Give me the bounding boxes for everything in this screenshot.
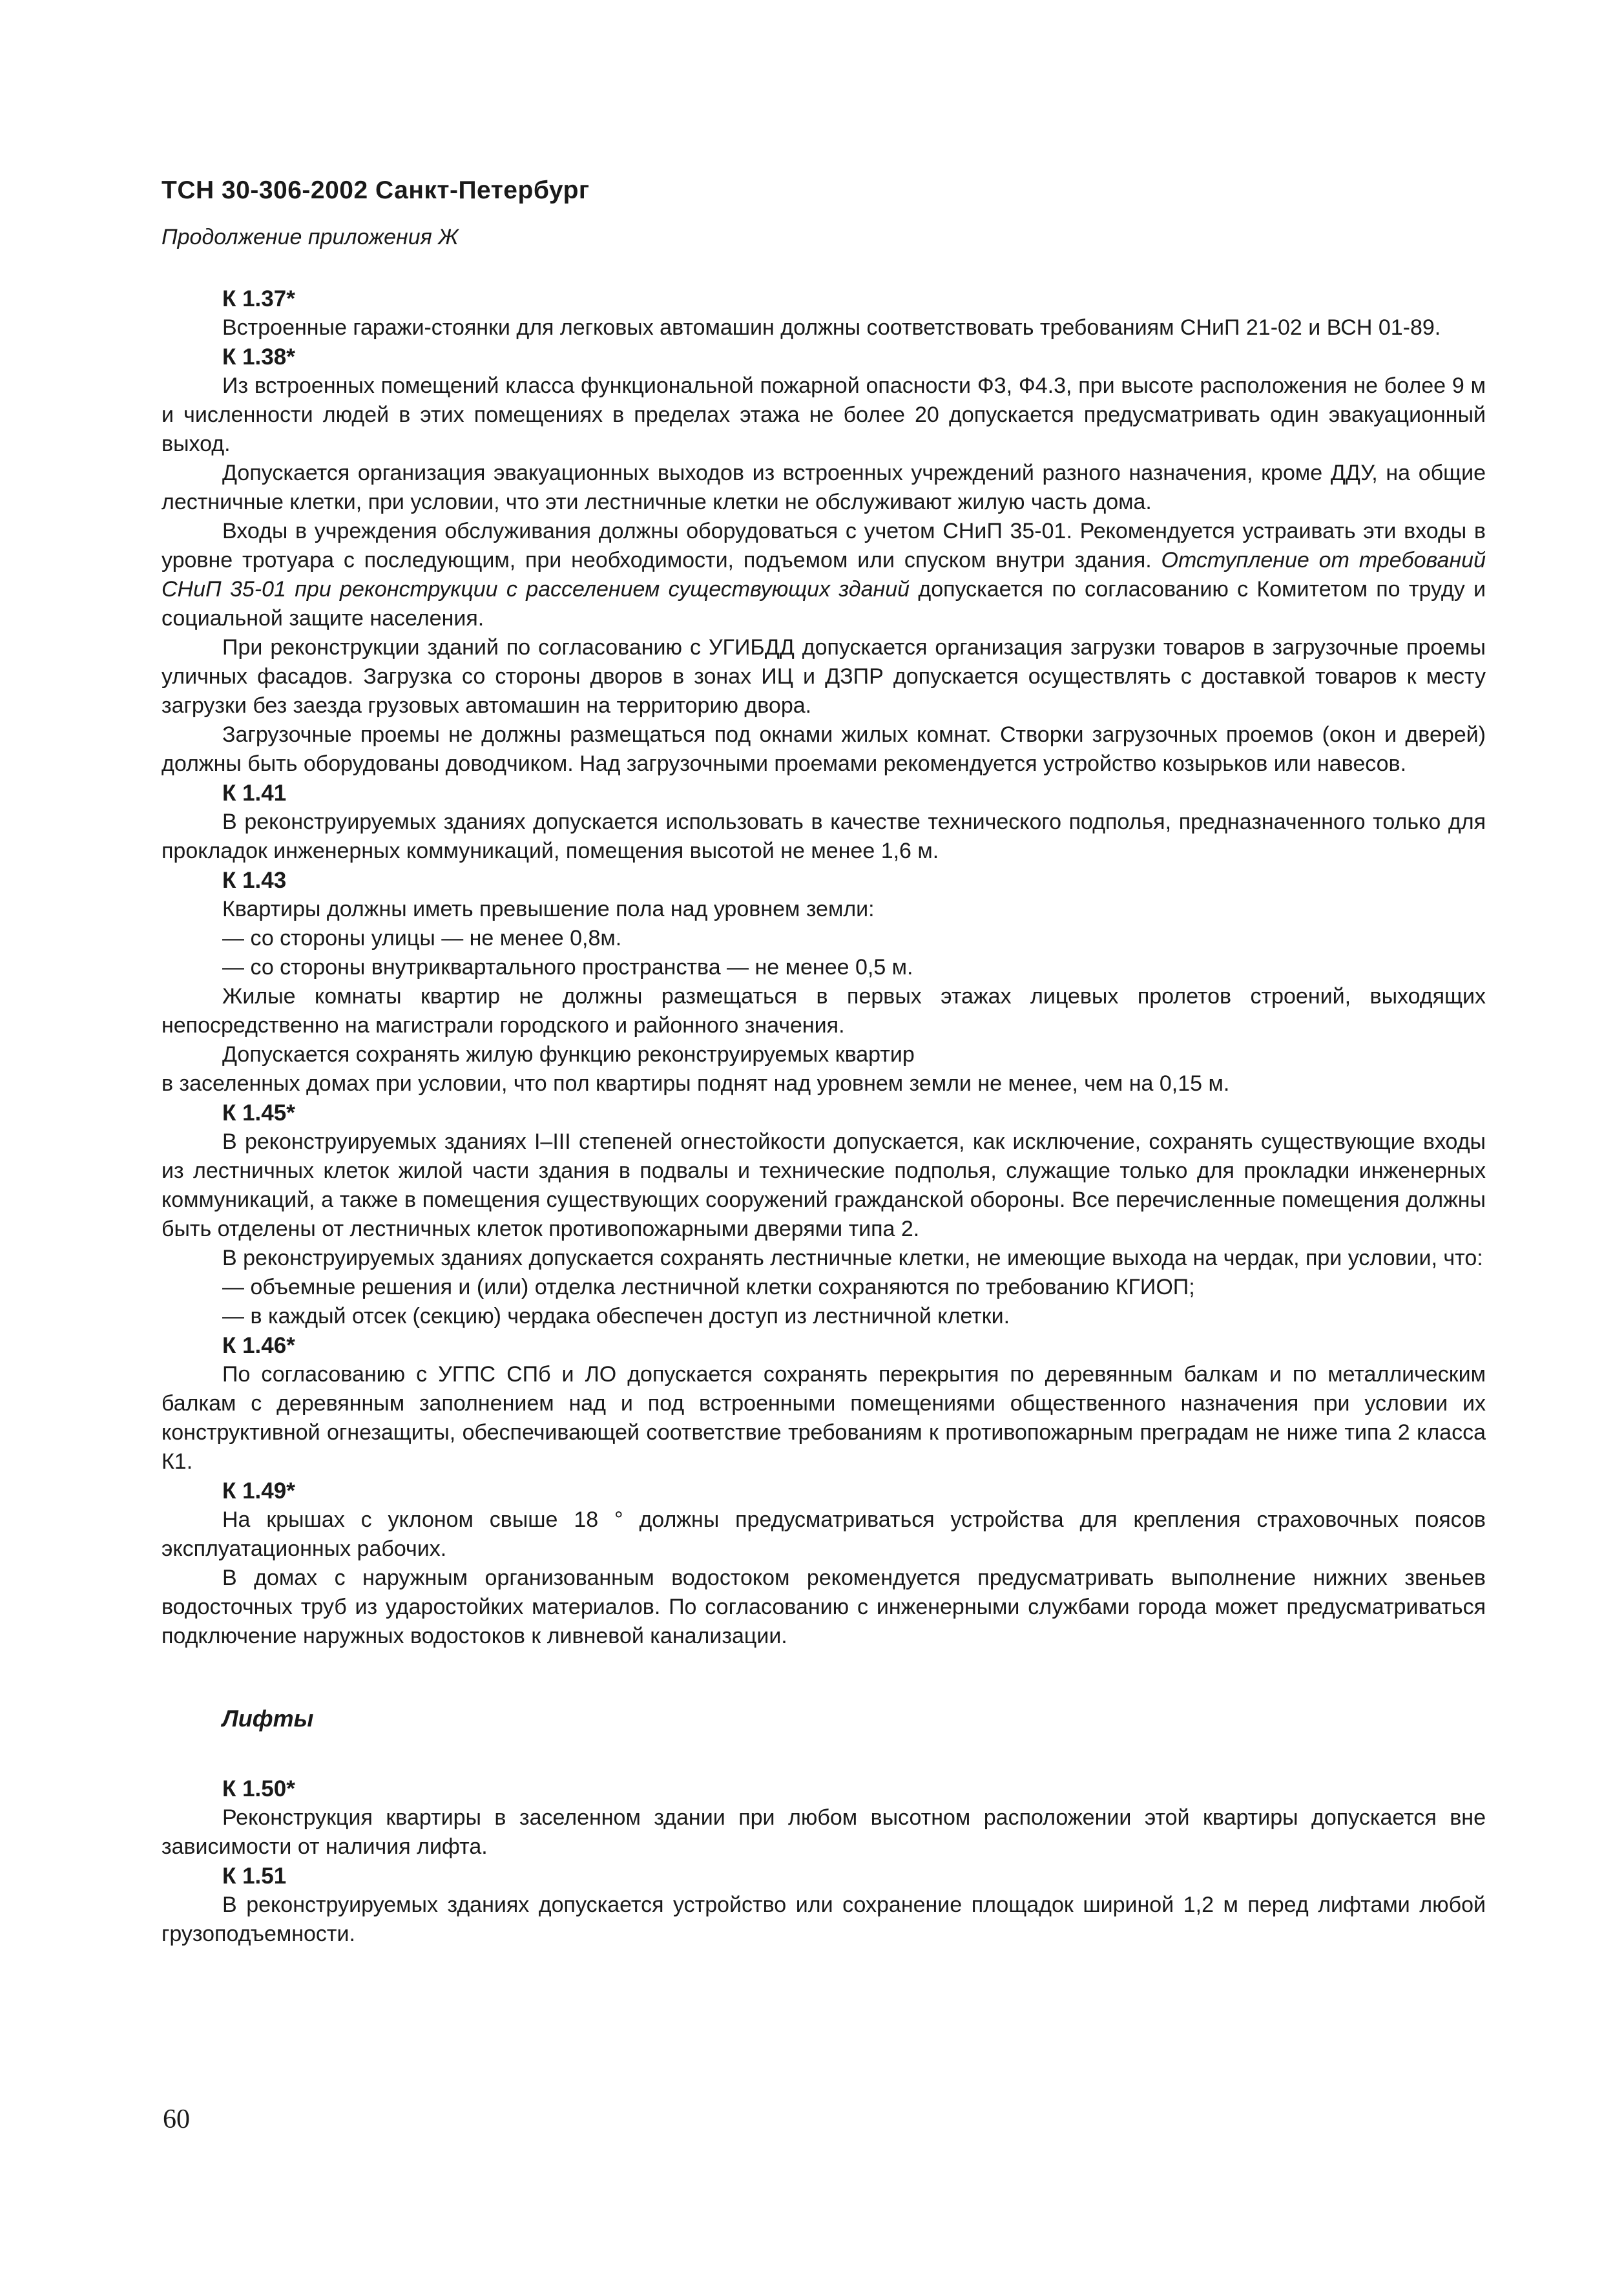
clause-k141-text: В реконструируемых зданиях допускается использовать в качестве технического подполья, предназначенного только для прокладок инженерных коммуникаций, помещения высотой не менее 1,6 м.: [161, 810, 1486, 863]
clause-k138-text-3-italic: Отступление от требований СНиП 35-01 при реконструкции с расселением существующих зданий: [161, 548, 1486, 602]
clause-k137-label: К 1.37*: [222, 286, 295, 311]
clause-k146-text: По согласованию с УГПС СПб и ЛО допускается сохранять перекрытия по деревянным балкам и по металлическим балкам с деревянным заполнением над и под встроенными помещениями общественного назначения при условии их конструктивной огнезащиты, обеспечивающей соответствие требованиям к противопожарным преградам не ниже типа 2 класса К1.: [161, 1362, 1486, 1474]
clause-k143-label: К 1.43: [222, 868, 287, 893]
clause-k138-text-5: Загрузочные проемы не должны размещаться под окнами жилых комнат. Створки загрузочных проемов (окон и дверей) должны быть оборудованы доводчиком. Над загрузочными проемами рекомендуется устройство козырьков или навесов.: [161, 722, 1486, 776]
clause-k138-text-4: При реконструкции зданий по согласованию с УГИБДД допускается организация загрузки товаров в загрузочные проемы уличных фасадов. Загрузка со стороны дворов в зонах ИЦ и ДЗПР допускается осуществлять с доставкой товаров к месту загрузки без заезда грузовых автомашин на территорию двора.: [161, 635, 1486, 718]
document-body: [161, 284, 1486, 1949]
clause-k143-list-item-2: — со стороны внутриквартального пространства — не менее 0,5 м.: [222, 955, 913, 980]
page-number: 60: [163, 2104, 190, 2134]
clause-k141-label: К 1.41: [222, 781, 287, 806]
clause-k146-label: К 1.46*: [222, 1333, 295, 1358]
clause-k145-label: К 1.45*: [222, 1100, 295, 1126]
clause-k145-text-1: В реконструируемых зданиях I–III степеней огнестойкости допускается, как исключение, сохранять существующие входы из лестничных клеток жилой части здания в подвалы и технические подполья, служащие только для прокладки инженерных коммуникаций, а также в помещения существующих сооружений гражданской обороны. Все перечисленные помещения должны быть отделены от лестничных клеток противопожарными дверями типа 2.: [161, 1129, 1486, 1241]
clause-k143-text-4: в заселенных домах при условии, что пол квартиры поднят над уровнем земли не менее, чем на 0,15 м.: [161, 1071, 1230, 1096]
clause-k137-text: Встроенные гаражи-стоянки для легковых автомашин должны соответствовать требованиям СНиП 21-02 и ВСН 01-89.: [222, 315, 1441, 340]
clause-k138-text-2: Допускается организация эвакуационных выходов из встроенных учреждений разного назначения, кроме ДДУ, на общие лестничные клетки, при условии, что эти лестничные клетки не обслуживают жилую часть дома.: [161, 461, 1486, 514]
clause-k149-text-1: На крышах с уклоном свыше 18 ° должны предусматриваться устройства для крепления страховочных поясов эксплуатационных рабочих.: [161, 1507, 1486, 1561]
appendix-continuation-note: Продолжение приложения Ж: [161, 225, 459, 249]
clause-k149-text-2: В домах с наружным организованным водостоком рекомендуется предусматривать выполнение нижних звеньев водосточных труб из ударостойких материалов. По согласованию с инженерными службами города может предусматриваться подключение наружных водостоков к ливневой канализации.: [161, 1566, 1486, 1648]
document-header: ТСН 30-306-2002 Санкт-Петербург: [161, 176, 590, 204]
clause-k138-text-1: Из встроенных помещений класса функциональной пожарной опасности Ф3, Ф4.3, при высоте расположения не более 9 м и численности людей в этих помещениях в пределах этажа не более 20 допускается предусматривать один эвакуационный выход.: [161, 373, 1486, 456]
clause-k149-label: К 1.49*: [222, 1478, 295, 1504]
clause-k143-text-1: Квартиры должны иметь превышение пола над уровнем земли:: [222, 897, 875, 921]
clause-k143-list-item-1: — со стороны улицы — не менее 0,8м.: [222, 926, 622, 950]
clause-k143-text-3: Допускается сохранять жилую функцию реконструируемых квартир: [222, 1042, 915, 1067]
clause-k145-list-item-1: — объемные решения и (или) отделка лестничной клетки сохраняются по требованию КГИОП;: [222, 1275, 1195, 1299]
clause-k138-text-3c: допускается по согласованию с Комитетом по труду и социальной защите населения.: [161, 577, 1486, 631]
clause-k151-label: К 1.51: [222, 1863, 287, 1889]
clause-k138-text-3a: Входы в учреждения обслуживания должны оборудоваться с учетом СНиП 35-01. Рекомендуется устраивать эти входы в уровне тротуара с последующим, при необходимости, подъемом или спуском внутри здания.: [161, 519, 1486, 572]
clause-k143-text-2: Жилые комнаты квартир не должны размещаться в первых этажах лицевых пролетов строений, выходящих непосредственно на магистрали городского и районного значения.: [161, 984, 1486, 1038]
clause-k138-text-3: [161, 517, 1486, 633]
clause-k145-list-item-2: — в каждый отсек (секцию) чердака обеспечен доступ из лестничной клетки.: [222, 1304, 1010, 1328]
section-heading-lifts: Лифты: [222, 1705, 314, 1732]
clause-k138-label: К 1.38*: [222, 344, 295, 370]
clause-k150-label: К 1.50*: [222, 1776, 295, 1801]
clause-k150-text: Реконструкция квартиры в заселенном здании при любом высотном расположении этой квартиры допускается вне зависимости от наличия лифта.: [161, 1805, 1486, 1859]
clause-k145-text-2: В реконструируемых зданиях допускается сохранять лестничные клетки, не имеющие выхода на чердак, при условии, что:: [222, 1246, 1483, 1270]
clause-k151-text: В реконструируемых зданиях допускается устройство или сохранение площадок шириной 1,2 м перед лифтами любой грузоподъемности.: [161, 1893, 1486, 1946]
